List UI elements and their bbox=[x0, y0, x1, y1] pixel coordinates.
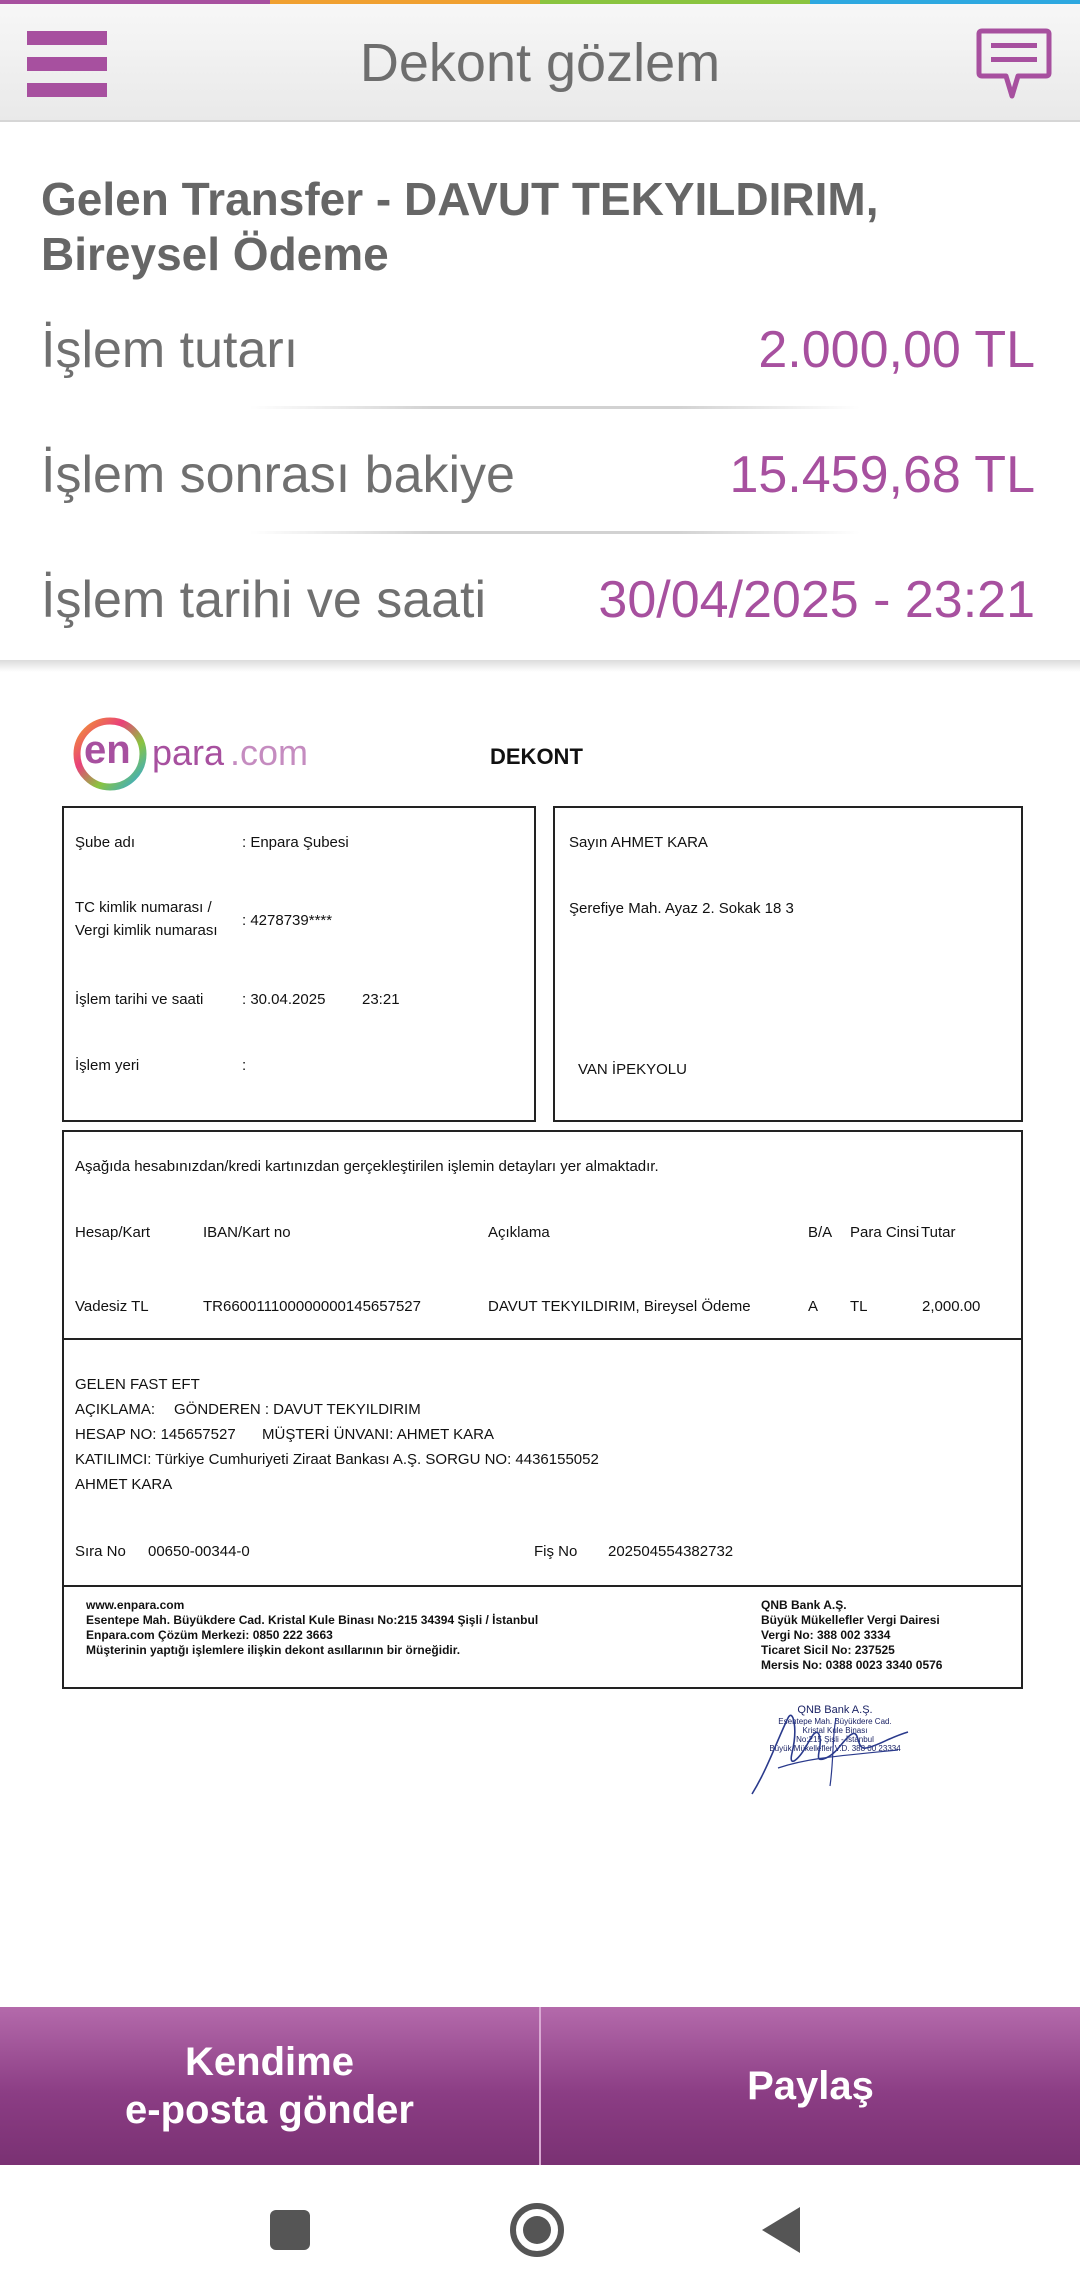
stamp-line: Esentepe Mah. Büyükdere Cad. bbox=[778, 1717, 892, 1726]
desc-line-4: KATILIMCI: Türkiye Cumhuriyeti Ziraat Bankası A.Ş. SORGU NO: 4436155052 bbox=[75, 1451, 599, 1468]
stamp-line: Büyük Mükellefler V.D. 388 00 23334 bbox=[769, 1744, 901, 1753]
transaction-place-value: : bbox=[242, 1057, 247, 1074]
customer-address-box bbox=[553, 806, 1023, 1122]
chat-message-icon[interactable] bbox=[976, 26, 1052, 102]
slip-label: Fiş No bbox=[534, 1543, 578, 1560]
col-header-description: Açıklama bbox=[488, 1224, 550, 1241]
system-nav-bar bbox=[0, 2165, 1080, 2295]
transaction-date-label: İşlem tarihi ve saati bbox=[75, 991, 204, 1008]
footer-left-line: Enpara.com Çözüm Merkezi: 0850 222 3663 bbox=[86, 1628, 333, 1642]
tax-id-label-1: TC kimlik numarası / bbox=[75, 899, 212, 916]
footer-right bbox=[761, 1598, 942, 1673]
logo-com: .com bbox=[230, 732, 309, 773]
desc-line-3a: HESAP NO: 145657527 bbox=[75, 1426, 236, 1443]
amount-value: 2.000,00 TL bbox=[758, 321, 1035, 379]
triangle-back-icon[interactable] bbox=[748, 2195, 818, 2265]
stamp-line: No:215 Şişli - İstanbul bbox=[796, 1735, 874, 1744]
datetime-label: İşlem tarihi ve saati bbox=[41, 571, 487, 629]
footer-left-line: Müşterinin yaptığı işlemlere ilişkin dekont asıllarının bir örneğidir. bbox=[86, 1643, 461, 1657]
transaction-date-value: : 30.04.2025 bbox=[242, 991, 326, 1008]
amount-label: İşlem tutarı bbox=[41, 321, 299, 379]
branch-value: : Enpara Şubesi bbox=[242, 834, 349, 851]
divider bbox=[250, 531, 860, 534]
transaction-title: Gelen Transfer - DAVUT TEKYILDIRIM, Bireysel Ödeme bbox=[41, 173, 879, 280]
balance-row bbox=[41, 439, 1039, 509]
footer-left-line: www.enpara.com bbox=[86, 1598, 185, 1612]
footer-left bbox=[86, 1598, 538, 1658]
divider bbox=[250, 406, 860, 409]
col-header-amount: Tutar bbox=[921, 1224, 956, 1241]
customer-name: Sayın AHMET KARA bbox=[569, 834, 708, 851]
datetime-row bbox=[41, 564, 1039, 634]
footer-left-line: Esentepe Mah. Büyükdere Cad. Kristal Kule Binası No:215 34394 Şişli / İstanbul bbox=[86, 1613, 539, 1627]
balance-label: İşlem sonrası bakiye bbox=[41, 446, 515, 504]
sequence-label: Sıra No bbox=[75, 1543, 126, 1560]
desc-line-3b: MÜŞTERİ ÜNVANI: AHMET KARA bbox=[262, 1426, 494, 1443]
stamp-line: Kristal Kule Binası bbox=[802, 1726, 868, 1735]
transaction-time-value: 23:21 bbox=[362, 991, 400, 1008]
slip-value: 202504554382732 bbox=[608, 1543, 734, 1560]
amount-row bbox=[41, 314, 1039, 384]
cell-ba: A bbox=[808, 1298, 819, 1315]
cell-account: Vadesiz TL bbox=[75, 1298, 149, 1315]
transaction-summary bbox=[0, 124, 1080, 666]
branch-label: Şube adı bbox=[75, 834, 136, 851]
details-divider bbox=[64, 1338, 1021, 1340]
footer-divider bbox=[64, 1585, 1021, 1587]
signature bbox=[748, 1698, 918, 1798]
col-header-account: Hesap/Kart bbox=[75, 1224, 151, 1241]
col-header-currency: Para Cinsi bbox=[850, 1224, 920, 1241]
logo-para: para bbox=[152, 732, 225, 773]
receipt-heading: DEKONT bbox=[490, 744, 583, 769]
share-button-label: Paylaş bbox=[747, 2064, 874, 2108]
email-button-line-2: e-posta gönder bbox=[125, 2088, 414, 2132]
transaction-details-box bbox=[62, 1130, 1023, 1689]
balance-value: 15.459,68 TL bbox=[729, 446, 1035, 504]
email-button-line-1: Kendime bbox=[185, 2040, 354, 2084]
stamp-line: QNB Bank A.Ş. bbox=[797, 1704, 873, 1716]
details-intro: Aşağıda hesabınızdan/kredi kartınızdan gerçekleştirilen işlemin detayları yer almaktadır. bbox=[75, 1158, 659, 1175]
receipt-document bbox=[0, 672, 1080, 2007]
enpara-logo bbox=[72, 714, 312, 794]
desc-line-5: AHMET KARA bbox=[75, 1476, 173, 1493]
transaction-place-label: İşlem yeri bbox=[75, 1057, 140, 1074]
tax-id-label-2: Vergi kimlik numarası bbox=[75, 922, 218, 939]
customer-address: Şerefiye Mah. Ayaz 2. Sokak 18 3 bbox=[569, 900, 794, 917]
cell-iban: TR660011100000000145657527 bbox=[203, 1298, 421, 1315]
sequence-value: 00650-00344-0 bbox=[148, 1543, 250, 1560]
email-myself-button[interactable] bbox=[0, 2007, 539, 2165]
footer-right-line: QNB Bank A.Ş. bbox=[761, 1598, 847, 1612]
square-recents-icon[interactable] bbox=[255, 2195, 325, 2265]
cell-currency: TL bbox=[850, 1298, 868, 1315]
desc-line-2a: AÇIKLAMA: bbox=[75, 1401, 156, 1418]
footer-right-line: Büyük Mükellefler Vergi Dairesi bbox=[761, 1613, 940, 1627]
app-bar bbox=[0, 4, 1080, 122]
footer-right-line: Mersis No: 0388 0023 3340 0576 bbox=[761, 1658, 943, 1672]
action-bar bbox=[0, 2007, 1080, 2165]
cell-description: DAVUT TEKYILDIRIM, Bireysel Ödeme bbox=[488, 1298, 751, 1315]
page-title: Dekont gözlem bbox=[359, 33, 721, 93]
tax-id-value: : 4278739**** bbox=[242, 912, 333, 929]
customer-city: VAN İPEKYOLU bbox=[578, 1061, 687, 1078]
col-header-iban: IBAN/Kart no bbox=[203, 1224, 291, 1241]
datetime-value: 30/04/2025 - 23:21 bbox=[598, 571, 1035, 629]
desc-line-1: GELEN FAST EFT bbox=[75, 1376, 200, 1393]
summary-shadow bbox=[0, 660, 1080, 672]
footer-right-line: Ticaret Sicil No: 237525 bbox=[761, 1643, 895, 1657]
desc-line-2b: GÖNDEREN : DAVUT TEKYILDIRIM bbox=[174, 1401, 421, 1418]
col-header-ba: B/A bbox=[808, 1224, 833, 1241]
branch-info-box bbox=[62, 806, 536, 1122]
circle-home-icon[interactable] bbox=[502, 2195, 572, 2265]
cell-amount: 2,000.00 bbox=[922, 1298, 981, 1315]
footer-right-line: Vergi No: 388 002 3334 bbox=[761, 1628, 891, 1642]
logo-en: en bbox=[84, 728, 131, 772]
share-button[interactable] bbox=[541, 2007, 1080, 2165]
